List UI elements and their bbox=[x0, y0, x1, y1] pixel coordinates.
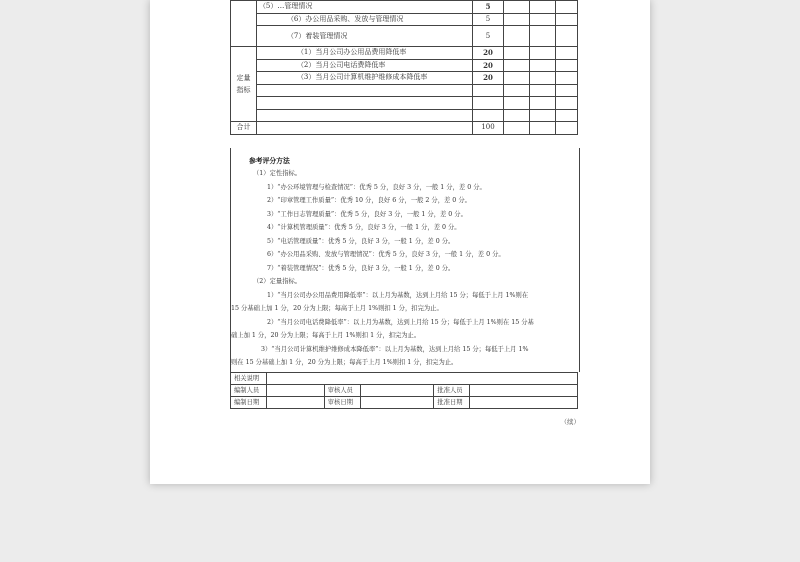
method-title: 参考评分方法 bbox=[249, 157, 290, 165]
signature-table bbox=[230, 372, 578, 409]
table-row: 定量指标 （1）当月公司办公用品费用降低率 20 bbox=[231, 47, 578, 60]
list-item: 础上加 1 分，20 分为上限；每高于上月 1%则扣 1 分，扣完为止。 bbox=[231, 332, 421, 339]
list-item: 2）“印章管理工作质量”：优秀 10 分，良好 6 分，一般 2 分，差 0 分。 bbox=[267, 197, 471, 204]
table-row: （2）当月公司电话费降低率 20 bbox=[231, 59, 578, 72]
table-row bbox=[231, 84, 578, 97]
indicator-table bbox=[230, 0, 578, 135]
table-row: （6）办公用品采购、发放与管理情况 5 bbox=[231, 13, 578, 26]
list-item: 1）“办公环境管理与检查情况”：优秀 5 分，良好 3 分，一般 1 分，差 0 分。 bbox=[267, 184, 486, 191]
list-item: 6）“办公用品采购、发放与管理情况”：优秀 5 分，良好 3 分，一般 1 分，差 0 分。 bbox=[267, 251, 505, 258]
list-item: 5）“电话管理质量”：优秀 5 分，良好 3 分，一般 1 分，差 0 分。 bbox=[267, 238, 455, 245]
document-page bbox=[150, 0, 650, 484]
list-item: 3）“工作日志管理质量”：优秀 5 分，良好 3 分，一般 1 分，差 0 分。 bbox=[267, 211, 467, 218]
scoring-method-section bbox=[230, 148, 580, 372]
total-row: 合计 100 bbox=[231, 122, 578, 135]
table-row: （5）…管理情况 5 bbox=[231, 1, 578, 14]
table-row: 相关说明 bbox=[231, 373, 578, 385]
table-row: （3）当月公司计算机维护维修成本降低率 20 bbox=[231, 72, 578, 85]
list-item: 7）“着装管理情况”：优秀 5 分，良好 3 分，一般 1 分，差 0 分。 bbox=[267, 265, 455, 272]
list-item: 1）“当月公司办公用品费用降低率”：以上月为基数，达到上月给 15 分；每低于上月 1%则在 bbox=[267, 292, 529, 299]
list-item: 4）“计算机管理质量”：优秀 5 分，良好 3 分，一般 1 分，差 0 分。 bbox=[267, 224, 461, 231]
continued-note: （续） bbox=[560, 418, 580, 426]
table-row bbox=[231, 109, 578, 122]
quant-heading: （2）定量指标。 bbox=[253, 278, 302, 285]
list-item: 2）“当月公司电话费降低率”：以上月为基数，达到上月给 15 分；每低于上月 1%则在 15 分基 bbox=[267, 319, 534, 326]
list-item: 15 分基础上加 1 分，20 分为上限；每高于上月 1%则扣 1 分，扣完为止。 bbox=[231, 305, 443, 312]
table-row: （7）着装管理情况 5 bbox=[231, 26, 578, 47]
quant-label: 定量指标 bbox=[231, 47, 257, 122]
qual-heading: （1）定性指标。 bbox=[253, 170, 302, 177]
table-row: 编制人员 审核人员 批准人员 bbox=[231, 385, 578, 397]
list-item: 3）“当月公司计算机维护维修成本降低率”：以上月为基数，达到上月给 15 分；每低于上月 1% bbox=[261, 346, 529, 353]
table-row bbox=[231, 97, 578, 110]
list-item: 则在 15 分基础上加 1 分，20 分为上限；每高于上月 1%则扣 1 分，扣完为止。 bbox=[231, 359, 458, 366]
form-sheet bbox=[230, 0, 578, 484]
table-row: 编制日期 审核日期 批准日期 bbox=[231, 397, 578, 409]
